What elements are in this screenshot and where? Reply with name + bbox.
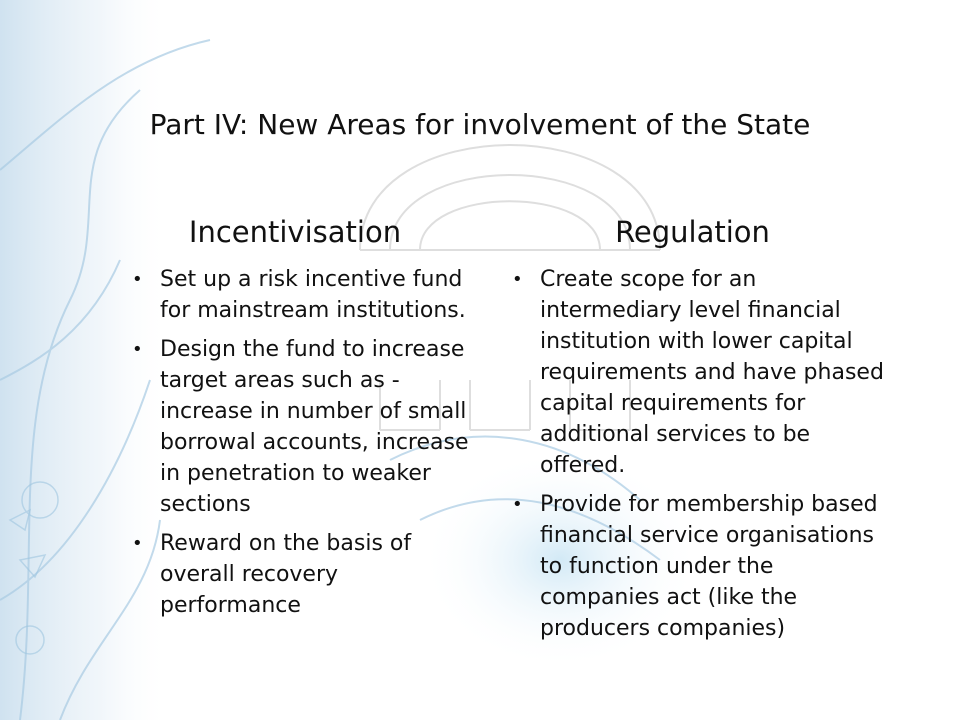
list-item-text: Design the fund to increase target areas such as - increase in number of small borrowal accounts, increase in penetration to weaker sections — [160, 336, 469, 517]
list-item — [120, 334, 470, 520]
list-item-text: Provide for membership based financial service organisations to function under the companies act (like the producers companies) — [540, 491, 878, 641]
incentivisation-column — [120, 215, 470, 629]
list-item — [120, 528, 470, 621]
list-item — [500, 489, 885, 644]
bullet-icon: • — [512, 493, 523, 515]
incentivisation-list — [120, 264, 470, 621]
regulation-heading: Regulation — [615, 215, 770, 249]
list-item — [120, 264, 470, 326]
incentivisation-heading: Incentivisation — [188, 215, 402, 249]
bullet-icon: • — [132, 532, 143, 554]
bullet-icon: • — [132, 338, 143, 360]
list-item-text: Set up a risk incentive fund for mainstream institutions. — [160, 266, 466, 323]
list-item-text: Reward on the basis of overall recovery performance — [160, 530, 412, 618]
regulation-column — [500, 215, 885, 652]
bullet-icon: • — [132, 268, 143, 290]
bullet-icon: • — [512, 268, 523, 290]
list-item — [500, 264, 885, 481]
list-item-text: Create scope for an intermediary level financial institution with lower capital requirements and have phased capital requirements for additional services to be offered. — [540, 266, 884, 478]
regulation-list — [500, 264, 885, 644]
slide-title: Part IV: New Areas for involvement of the State — [149, 108, 811, 141]
